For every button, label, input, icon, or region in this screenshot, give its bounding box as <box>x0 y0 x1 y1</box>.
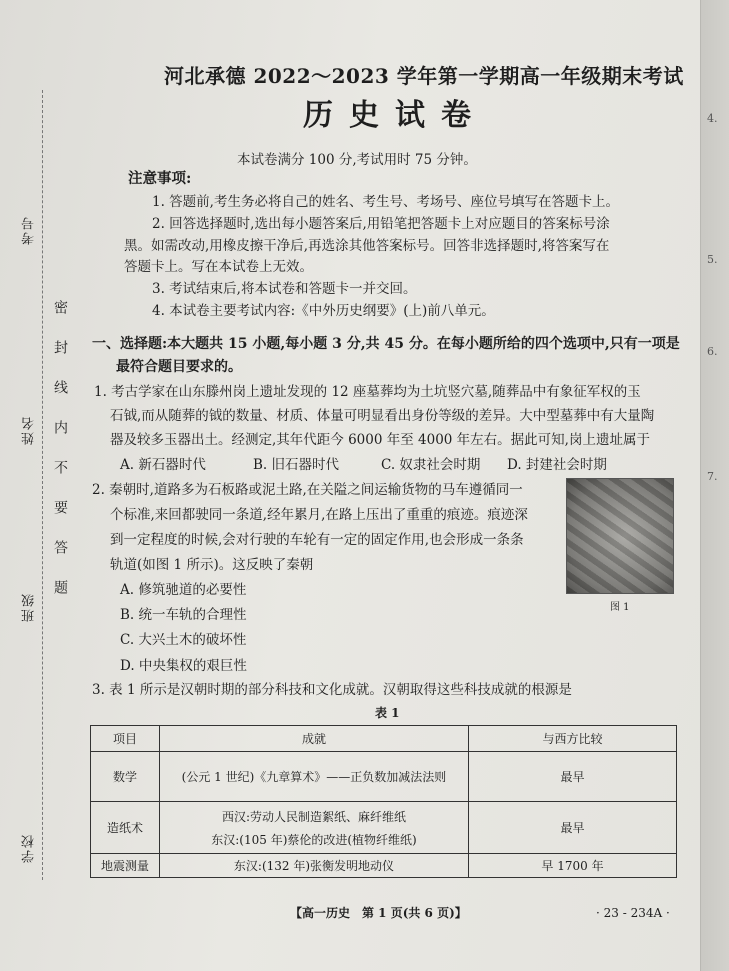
q2-option-c: C. 大兴土木的破坏性 <box>120 632 247 648</box>
notes-line: 答题卡上。写在本试卷上无效。 <box>124 259 313 275</box>
next-page-mark: 7. <box>707 470 718 483</box>
table-1 <box>90 725 677 878</box>
q2-option-b: B. 统一车轨的合理性 <box>120 607 247 623</box>
table-row <box>91 802 677 854</box>
q3-stem: 3. 表 1 所示是汉朝时期的部分科技和文化成就。汉朝取得这些科技成就的根源是 <box>92 682 572 698</box>
q1-stem: 1. 考古学家在山东滕州岗上遗址发现的 12 座墓葬均为土坑竖穴墓,随葬品中有象征军权的玉 <box>94 384 641 400</box>
achievement-line: 西汉:劳动人民制造絮纸、麻纤维纸 <box>221 809 407 824</box>
q1-option-b: B. 旧石器时代 <box>253 457 340 473</box>
table-col-header: 与西方比较 <box>469 726 677 752</box>
q1-stem: 石钺,而从随葬的钺的数量、材质、体量可明显看出身份等级的差异。大中型墓葬中有大量陶 <box>110 408 655 424</box>
binding-warning: 密封线内不要答题 <box>52 300 68 620</box>
binding-line <box>42 90 43 880</box>
table-cell-compare: 早 1700 年 <box>469 854 677 878</box>
table-cell-item: 数学 <box>91 752 160 802</box>
table-cell-compare: 最早 <box>469 802 677 854</box>
table-row <box>91 752 677 802</box>
table-col-header: 项目 <box>91 726 160 752</box>
q2-stem: 轨道(如图 1 所示)。这反映了秦朝 <box>110 557 314 573</box>
table-cell-item: 造纸术 <box>91 802 160 854</box>
table-row <box>91 854 677 878</box>
q1-option-d: D. 封建社会时期 <box>507 457 607 473</box>
next-page-mark: 6. <box>707 345 718 358</box>
next-page-mark: 5. <box>707 253 718 266</box>
exam-code: · 23 - 234A · <box>596 906 670 920</box>
label-xuexiao: 学校 <box>22 833 37 863</box>
table-cell-compare: 最早 <box>469 752 677 802</box>
section-heading: 一、选择题:本大题共 15 小题,每小题 3 分,共 45 分。在每小题所给的四个选项中,只有一项是 <box>92 336 680 352</box>
notes-heading: 注意事项: <box>128 170 192 187</box>
notes-line: 1. 答题前,考生务必将自己的姓名、考生号、考场号、座位号填写在答题卡上。 <box>152 194 619 210</box>
notes-line: 黑。如需改动,用橡皮擦干净后,再选涂其他答案标号。回答非选择题时,将答案写在 <box>124 238 610 254</box>
table-header-row <box>91 726 677 752</box>
figure-1-photo <box>566 478 674 594</box>
q1-option-c: C. 奴隶社会时期 <box>381 457 481 473</box>
table-1-caption: 表 1 <box>375 706 400 720</box>
notes-line: 4. 本试卷主要考试内容:《中外历史纲要》(上)前八单元。 <box>152 303 495 319</box>
q2-stem: 个标准,来回都驶同一条道,经年累月,在路上压出了重重的痕迹。痕迹深 <box>110 507 528 523</box>
section-heading-cont: 最符合题目要求的。 <box>116 359 242 375</box>
label-kaohao: 考号 <box>22 215 37 245</box>
table-col-header: 成就 <box>160 726 469 752</box>
q1-option-a: A. 新石器时代 <box>120 457 206 473</box>
table-cell-achievement: 东汉:(132 年)张衡发明地动仪 <box>160 854 469 878</box>
q1-stem: 器及较多玉器出土。经测定,其年代距今 6000 年至 4000 年左右。据此可知,岗上遗址属于 <box>110 432 650 448</box>
achievement-line: 东汉:(105 年)蔡伦的改进(植物纤维纸) <box>211 832 417 847</box>
notes-line: 3. 考试结束后,将本试卷和答题卡一并交回。 <box>152 281 417 297</box>
exam-title: 河北承德 2022～2023 学年第一学期高一年级期末考试 <box>164 64 684 88</box>
table-cell-achievement <box>160 802 469 854</box>
q2-stem: 到一定程度的时候,会对行驶的车轮有一定的固定作用,也会形成一条条 <box>110 532 524 548</box>
q2-option-d: D. 中央集权的艰巨性 <box>120 658 247 674</box>
figure-1-caption: 图 1 <box>610 602 630 613</box>
label-xingming: 姓名 <box>22 415 37 445</box>
label-banji: 班级 <box>22 592 37 622</box>
q2-option-a: A. 修筑驰道的必要性 <box>120 582 247 598</box>
table-cell-item: 地震测量 <box>91 854 160 878</box>
next-page-mark: 4. <box>707 112 718 125</box>
table-cell-achievement: (公元 1 世纪)《九章算术》——正负数加减法法则 <box>160 752 469 802</box>
page-footer: 【高一历史 第 1 页(共 6 页)】 <box>290 906 467 920</box>
q2-stem: 2. 秦朝时,道路多为石板路或泥土路,在关隘之间运输货物的马车遵循同一 <box>92 482 523 498</box>
subject-title: 历史试卷 <box>303 98 487 133</box>
notes-line: 2. 回答选择题时,选出每小题答案后,用铅笔把答题卡上对应题目的答案标号涂 <box>152 216 610 232</box>
exam-info: 本试卷满分 100 分,考试用时 75 分钟。 <box>237 152 477 168</box>
next-page-edge <box>700 0 729 971</box>
